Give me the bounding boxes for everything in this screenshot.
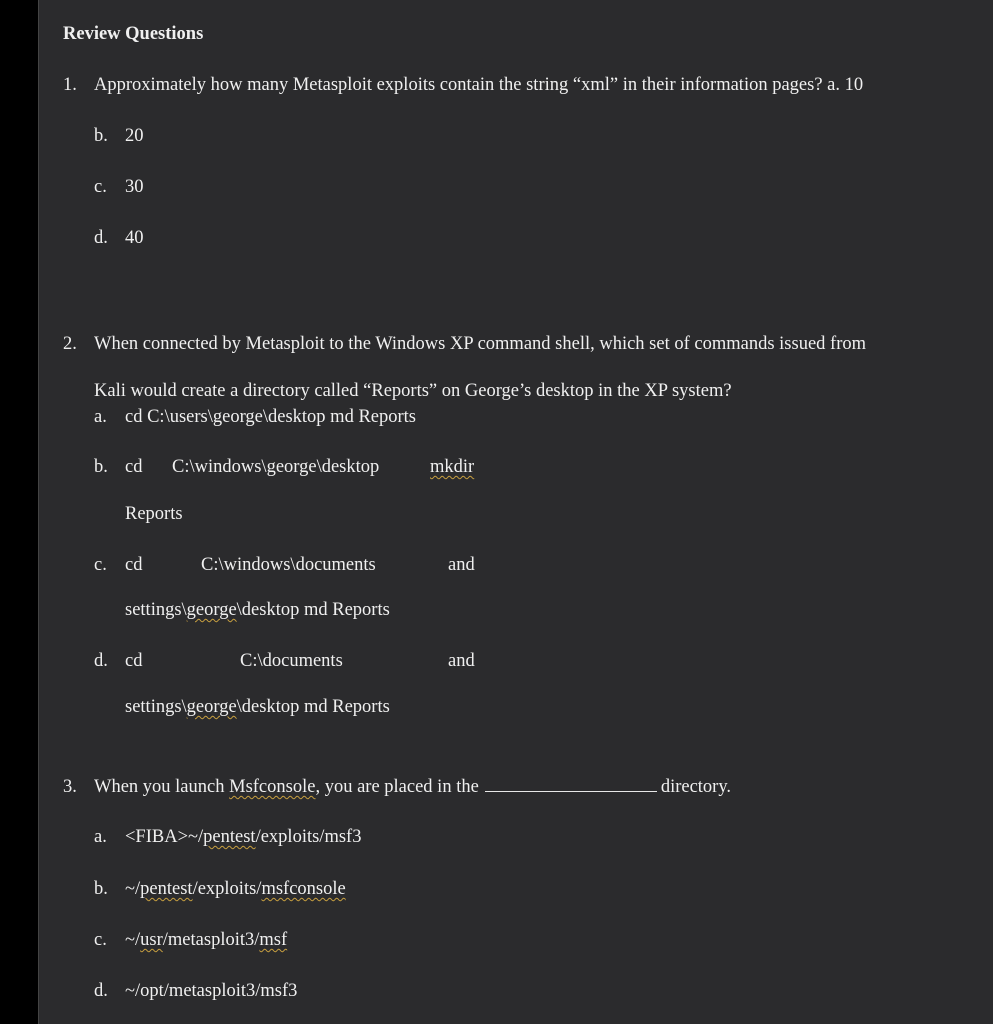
q3-option-a-word: pentest [203, 827, 256, 847]
q2-option-c-path: C:\windows\documents [201, 555, 376, 575]
q2-option-c-label: c. [94, 555, 107, 575]
q3-text-post: directory. [660, 777, 732, 797]
q3-option-c-pre: ~/ [125, 930, 141, 950]
q3-option-c-text [125, 929, 287, 951]
q2-option-d-path: C:\documents [240, 651, 343, 671]
q3-option-b-mid: /exploits/ [192, 879, 262, 899]
q3-option-a-label: a. [94, 827, 107, 847]
q2-option-b-label: b. [94, 457, 108, 477]
q1-number: 1. [63, 75, 77, 95]
q2-option-c-cd: cd [125, 555, 143, 575]
q1-text: Approximately how many Metasploit exploits contain the string “xml” in their information pages? a. 10 [94, 75, 864, 95]
q2-option-a-label: a. [94, 407, 107, 427]
q2-option-a-text: cd C:\users\george\desktop md Reports [125, 407, 416, 427]
q2-number: 2. [63, 334, 77, 354]
q3-text [94, 776, 731, 798]
q1-option-c-label: c. [94, 177, 107, 197]
q2-option-b-cd: cd [125, 457, 143, 477]
q2-option-b-command: mkdir [430, 457, 475, 477]
q3-option-b-pre: ~/ [125, 879, 141, 899]
q3-option-c-mid: /metasploit3/ [162, 930, 260, 950]
q1-option-b-label: b. [94, 126, 108, 146]
q2-option-d-continuation [125, 696, 390, 718]
q3-option-c-label: c. [94, 930, 107, 950]
q2-option-c-cont-name: george [186, 600, 237, 620]
q3-app-name: Msfconsole [229, 777, 316, 797]
q2-option-d-and: and [448, 651, 475, 671]
q2-option-b-continuation: Reports [125, 504, 183, 524]
q3-option-b-word2: msfconsole [261, 879, 346, 899]
q2-option-c-cont-post: \desktop md Reports [236, 600, 390, 620]
q3-option-a-text [125, 826, 361, 848]
q3-option-b-word: pentest [140, 879, 193, 899]
q2-option-d-cd: cd [125, 651, 143, 671]
q2-text-line1: When connected by Metasploit to the Windows XP command shell, which set of commands issued from [94, 334, 867, 354]
q2-option-d-cont-name: george [186, 697, 237, 717]
q3-option-d-text: ~/opt/metasploit3/msf3 [125, 981, 298, 1001]
q2-option-b-path: C:\windows\george\desktop [172, 457, 380, 477]
page-heading: Review Questions [63, 24, 204, 44]
q3-option-c-word2: msf [259, 930, 288, 950]
q1-option-d-text: 40 [125, 228, 144, 248]
q3-number: 3. [63, 777, 77, 797]
q2-option-c-continuation [125, 599, 390, 621]
q2-option-d-cont-post: \desktop md Reports [236, 697, 390, 717]
q1-option-c-text: 30 [125, 177, 144, 197]
q2-option-d-label: d. [94, 651, 108, 671]
q3-blank-line [485, 777, 657, 792]
q3-option-b-text [125, 878, 346, 900]
q1-option-b-text: 20 [125, 126, 144, 146]
q3-text-pre: When you launch [94, 777, 230, 797]
q2-option-d-cont-pre: settings\ [125, 697, 187, 717]
q1-option-d-label: d. [94, 228, 108, 248]
q2-text-line2: Kali would create a directory called “Reports” on George’s desktop in the XP system? [94, 381, 732, 401]
q2-option-c-cont-pre: settings\ [125, 600, 187, 620]
q3-text-mid: , you are placed in the [315, 777, 479, 797]
q2-option-c-and: and [448, 555, 475, 575]
q3-option-b-label: b. [94, 879, 108, 899]
q3-option-d-label: d. [94, 981, 108, 1001]
q3-option-a-post: /exploits/msf3 [255, 827, 362, 847]
q3-option-a-pre: <FIBA>~/ [125, 827, 204, 847]
q3-option-c-word: usr [140, 930, 163, 950]
